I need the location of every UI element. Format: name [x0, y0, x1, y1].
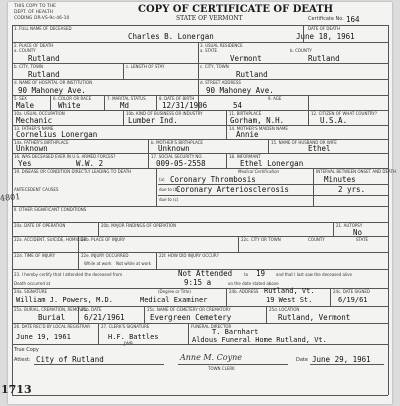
attest-signature: Anne M. Coyne: [180, 353, 242, 362]
label-length-of-stay: c. LENGTH OF STAY: [126, 64, 165, 69]
divider: [12, 288, 388, 289]
informant-value: Ethel Lonergan: [240, 159, 304, 168]
label-injury-place: 22b. PLACE OF INJURY: [81, 237, 126, 242]
divider: [313, 168, 314, 206]
attended-value: Not Attended: [178, 269, 233, 278]
industry-value: Lumber Ind.: [128, 116, 178, 125]
label-operation-findings: 20b. MAJOR FINDINGS OF OPERATION: [101, 223, 176, 228]
label-cemetery: 25c. NAME OF CEMETERY OR CREMATORY: [147, 307, 231, 312]
label-due-b: due to (b): [159, 187, 179, 192]
divider: [148, 153, 149, 168]
label-certify-to: to: [244, 272, 249, 277]
occupation-value: Mechanic: [16, 116, 53, 125]
father-value: Cornelius Lonergan: [16, 130, 98, 139]
divider: [78, 252, 79, 269]
label-town-clerk: TOWN CLERK: [208, 366, 235, 371]
label-date-signed: 24c. DATE SIGNED: [333, 289, 370, 294]
label-father-birthplace: 14a. FATHER'S BIRTHPLACE: [14, 140, 69, 145]
divider: [158, 184, 388, 185]
divider: [12, 395, 388, 396]
divider: [156, 95, 157, 110]
funeral-home-value: Aldous Funeral Home Rutland, Vt.: [192, 336, 327, 344]
label-other-conditions: II. OTHER SIGNIFICANT CONDITIONS: [14, 207, 87, 212]
cause-b-value: Coronary Arteriosclerosis: [176, 185, 289, 194]
label-name: 1. FULL NAME OF DECEASED: [14, 26, 72, 31]
divider: [34, 364, 164, 365]
label-autopsy: 21. AUTOPSY: [336, 223, 363, 228]
divider: [226, 153, 227, 168]
street-value: 90 Mahoney Ave.: [206, 86, 274, 95]
divider: [12, 344, 388, 345]
burial-value: Burial: [38, 313, 66, 322]
citizen-value: U.S.A.: [320, 116, 348, 125]
divider: [156, 168, 157, 206]
divider: [226, 110, 227, 125]
divider: [178, 364, 288, 365]
label-sex: 5. SEX: [14, 96, 27, 101]
divider: [123, 63, 124, 79]
divider: [156, 252, 157, 269]
copy-date-value: June 29, 1961: [312, 355, 371, 364]
label-death-occurred-at: Death occurred at: [14, 281, 51, 286]
clerk-value: H.F. Battles: [108, 333, 159, 341]
physician-signature: William J. Powers, M.D.: [16, 296, 113, 304]
label-date-received: 26. DATE REC'D BY LOCAL REGISTRAR: [14, 324, 91, 329]
label-due-a: (a): [159, 177, 165, 182]
label-date-of-death: DATE OF DEATH: [308, 26, 340, 31]
divider: [123, 110, 124, 125]
label-on-date: on the date stated above: [228, 281, 279, 286]
label-true-copy: True Copy: [14, 347, 39, 353]
label-county: a. COUNTY: [14, 48, 36, 53]
label-accident: 22a. ACCIDENT, SUICIDE, HOMICIDE: [14, 237, 87, 242]
margin-stamp: 4801: [0, 191, 21, 204]
divider: [148, 139, 149, 153]
divider: [310, 364, 384, 365]
birth-date-value: 12/31/1906: [162, 101, 208, 110]
divider: [238, 236, 239, 252]
label-marital: 7. MARITAL STATUS: [107, 96, 146, 101]
divider: [330, 288, 331, 306]
burial-date-value: 6/21/1961: [84, 313, 125, 322]
label-degree: (Degree or Title): [158, 289, 191, 294]
label-burial-date: 25b. DATE: [81, 307, 102, 312]
label-armed-forces: 16. WAS DECEASED EVER IN U.S. ARMED FORCES?: [14, 154, 116, 159]
label-state: a. STATE: [200, 48, 218, 53]
label-street: d. STREET ADDRESS: [200, 80, 241, 85]
armed-war-value: W.W. 2: [76, 159, 104, 168]
divider: [226, 125, 227, 139]
age-value: 54: [233, 101, 243, 110]
divider: [198, 42, 199, 110]
coding-value: DR-VS-9c-46-10: [34, 16, 70, 21]
interval-b-value: 2 yrs.: [338, 185, 366, 194]
residence-state: Vermont: [230, 54, 262, 63]
father-birthplace-value: Unknown: [16, 144, 48, 153]
sex-value: Male: [16, 101, 35, 110]
label-signature: 24a. SIGNATURE: [14, 289, 47, 294]
certificate-no-label: Certificate No.: [308, 16, 344, 22]
label-injury-county: COUNTY: [308, 237, 325, 242]
armed-yes-value: Yes: [18, 159, 32, 168]
cemetery-value: Evergreen Cemetery: [150, 313, 232, 322]
label-antecedent: ANTECEDENT CAUSES: [14, 187, 59, 192]
label-funeral-director: FUNERAL DIRECTOR: [191, 324, 232, 329]
divider: [226, 288, 227, 306]
label-how-occurred: 22f. HOW DID INJURY OCCUR?: [159, 253, 219, 258]
date-signed-value: 6/19/61: [338, 296, 368, 304]
divider: [303, 25, 304, 42]
label-certify: 23. I hereby certify that I attended the deceased from: [14, 272, 123, 277]
date-received-value: June 19, 1961: [16, 333, 71, 341]
label-spouse: 15. NAME OF HUSBAND OR WIFE: [271, 140, 337, 145]
label-cause: 19. DISEASE OR CONDITION DIRECTLY LEADING TO DEATH: [14, 169, 132, 174]
divider: [333, 222, 334, 236]
divider: [188, 323, 189, 344]
label-seen-alive: and that I last saw the deceased alive: [276, 272, 353, 277]
divider: [12, 125, 388, 126]
label-father: 13. FATHER'S NAME: [14, 126, 54, 131]
degree-value: Medical Examiner: [140, 296, 208, 304]
interval-a-value: Minutes: [324, 175, 356, 184]
clerk-initials: JWB: [124, 342, 133, 347]
label-while-at-work: While at work: [84, 261, 112, 266]
label-color: 6. COLOR OR RACE: [53, 96, 92, 101]
label-place-of-death: 2. PLACE OF DEATH: [14, 43, 54, 48]
residence-county: Rutland: [308, 54, 340, 63]
label-injury-time: 22d. TIME OF INJURY: [14, 253, 56, 258]
deceased-name: Charles B. Lonergan: [128, 32, 214, 41]
autopsy-value: No: [353, 228, 363, 237]
label-due-c: due to (c): [159, 197, 179, 202]
birthplace-value: Gorham, N.H.: [230, 116, 285, 125]
label-location: 25d. LOCATION: [269, 307, 300, 312]
divider: [268, 139, 269, 153]
file-note: DEPT. OF HEALTH: [14, 10, 53, 15]
label-res-county: b. COUNTY: [290, 48, 312, 53]
color-value: White: [58, 101, 81, 110]
divider: [308, 95, 309, 110]
divider: [308, 110, 309, 125]
divider: [50, 95, 51, 110]
label-address: 24b. ADDRESS: [229, 289, 259, 294]
label-birthplace: 11. BIRTHPLACE: [229, 111, 262, 116]
label-residence: 3. USUAL RESIDENCE: [200, 43, 243, 48]
label-age: 9. AGE: [268, 96, 282, 101]
spouse-value: Ethel: [308, 144, 331, 153]
divider: [158, 195, 388, 196]
label-burial: 25a. BURIAL, CREMATION, REMOVAL: [14, 307, 87, 312]
label-operation-date: 20a. DATE OF OPERATION: [14, 223, 66, 228]
divider: [144, 306, 145, 323]
label-medical-cert: Medical Certification: [238, 169, 280, 174]
county-value: Rutland: [28, 54, 60, 63]
address-line-2: 19 West St.: [266, 296, 313, 304]
label-not-at-work: Not while at work: [116, 261, 152, 266]
divider: [12, 222, 388, 223]
label-attest: Attest:: [14, 357, 31, 363]
label-mother: 14. MOTHER'S MAIDEN NAME: [229, 126, 288, 131]
certificate-subtitle: STATE OF VERMONT: [176, 15, 243, 22]
label-industry: 10b. KIND OF BUSINESS OR INDUSTRY: [126, 111, 203, 116]
funeral-director-value: T. Barnhart: [212, 328, 259, 336]
divider: [98, 323, 99, 344]
res-city-town-value: Rutland: [236, 70, 268, 79]
label-res-city-town: c. CITY, TOWN: [200, 64, 229, 69]
ssn-value: 009-05-2558: [156, 159, 206, 168]
divider: [104, 95, 105, 110]
label-birth-date: 8. DATE OF BIRTH: [159, 96, 195, 101]
death-certificate: [8, 2, 396, 404]
label-injury-occurred: 22e. INJURY OCCURRED: [81, 253, 129, 258]
divider: [266, 306, 267, 323]
label-hospital: d. NAME OF HOSPITAL OR INSTITUTION: [14, 80, 93, 85]
divider: [98, 222, 99, 236]
location-value: Rutland, Vermont: [278, 313, 351, 322]
label-occupation: 10a. USUAL OCCUPATION: [14, 111, 65, 116]
label-date: Date: [296, 357, 308, 363]
divider: [388, 25, 389, 395]
address-line-1: Rutland, Vt.: [264, 287, 315, 295]
certificate-no: 164: [346, 15, 360, 24]
time-value: 9:15 a: [184, 278, 212, 287]
divider: [12, 25, 13, 395]
hospital-value: 90 Mahoney Ave.: [18, 86, 86, 95]
coding-label: CODING: [14, 16, 33, 21]
file-note: THIS COPY TO THE: [14, 4, 56, 9]
label-injury-state: STATE: [356, 237, 369, 242]
true-copy-city: City of Rutland: [36, 355, 104, 364]
margin-stamp: 1713: [1, 383, 32, 396]
marital-value: Md: [120, 101, 130, 110]
cause-a-value: Coronary Thrombosis: [170, 175, 256, 184]
label-injury-city: 22c. CITY OR TOWN: [241, 237, 281, 242]
label-ssn: 17. SOCIAL SECURITY NO.: [151, 154, 203, 159]
mother-birthplace-value: Unknown: [158, 144, 190, 153]
label-city-town: b. CITY, TOWN: [14, 64, 44, 69]
label-mother-birthplace: b. MOTHER'S BIRTHPLACE: [151, 140, 203, 145]
label-citizen: 12. CITIZEN OF WHAT COUNTRY?: [311, 111, 377, 116]
label-interval: INTERVAL BETWEEN ONSET AND DEATH: [316, 169, 396, 174]
mother-value: Annie: [236, 130, 259, 139]
certificate-title: COPY OF CERTIFICATE OF DEATH: [138, 4, 334, 15]
date-of-death: June 18, 1961: [296, 32, 355, 41]
label-clerk-signature: 27. CLERK'S SIGNATURE: [101, 324, 150, 329]
city-town-value: Rutland: [28, 70, 60, 79]
to-year-value: 19: [256, 269, 266, 278]
label-informant: 18. INFORMANT: [229, 154, 261, 159]
